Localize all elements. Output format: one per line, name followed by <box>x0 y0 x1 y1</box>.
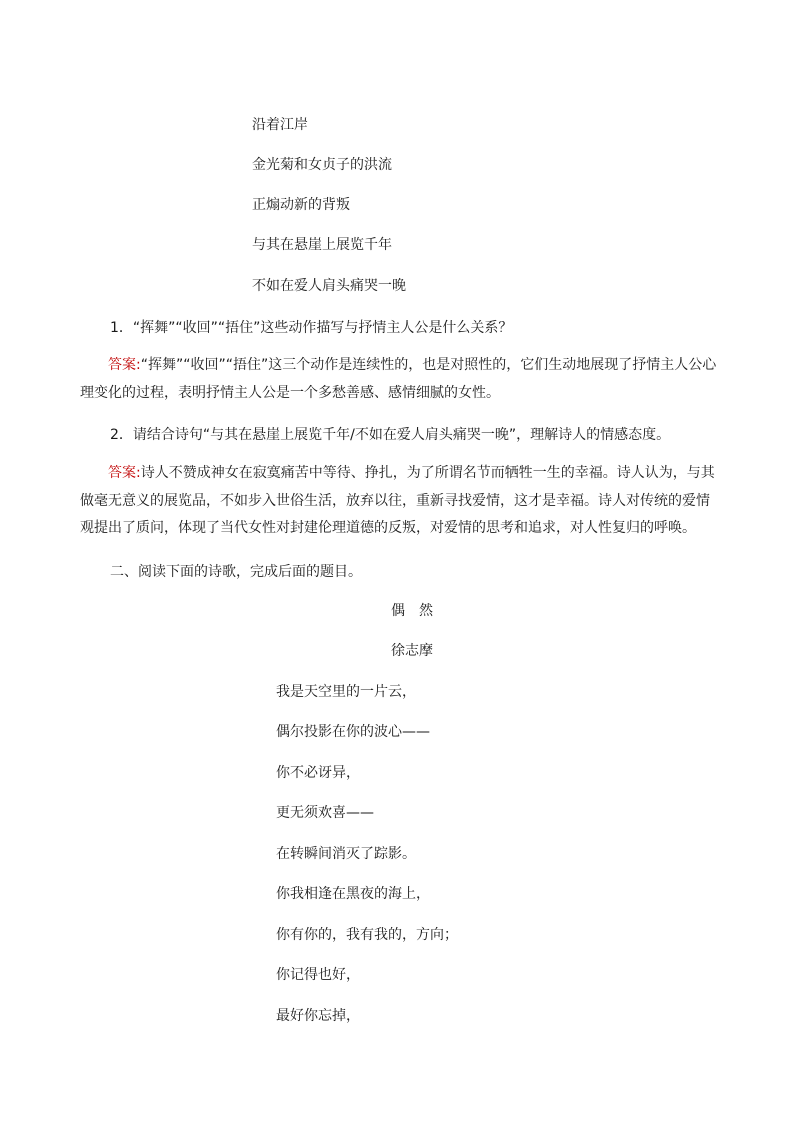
poem2-line: 你不必讶异， <box>276 765 360 781</box>
question-2: 2．请结合诗句“与其在悬崖上展览千年/不如在爱人肩头痛哭一晚”，理解诗人的情感态度。 <box>110 427 671 443</box>
poem1-line: 不如在爱人肩头痛哭一晚 <box>252 278 406 294</box>
poem1-line: 沿着江岸 <box>252 117 308 133</box>
poem2-line: 更无须欢喜—— <box>276 805 374 821</box>
poem2-line: 最好你忘掉， <box>276 1008 360 1024</box>
poem-title: 偶 然 <box>391 603 433 619</box>
poem1-line: 与其在悬崖上展览千年 <box>252 237 392 253</box>
poem2-line: 你有你的，我有我的，方向； <box>276 927 458 943</box>
answer-text: “挥舞”“收回”“捂住”这三个动作是连续性的，也是对照性的，它们生动地展现了抒情主人公心理变化的过程，表明抒情主人公是一个多愁善感、感情细腻的女性。 <box>80 357 717 401</box>
poem2-line: 在转瞬间消灭了踪影。 <box>276 846 416 862</box>
answer-2 <box>80 460 722 543</box>
question-1: 1．“挥舞”“收回”“捂住”这些动作描写与抒情主人公是什么关系？ <box>110 320 513 336</box>
poem2-line: 偶尔投影在你的波心—— <box>276 724 430 740</box>
answer-label: 答案: <box>108 357 141 373</box>
section-heading: 二、阅读下面的诗歌，完成后面的题目。 <box>110 564 362 580</box>
poem-author: 徐志摩 <box>391 643 433 659</box>
answer-label: 答案: <box>108 465 141 481</box>
poem2-line: 你我相逢在黑夜的海上， <box>276 886 430 902</box>
answer-1 <box>80 352 722 407</box>
poem1-line: 金光菊和女贞子的洪流 <box>252 157 392 173</box>
poem2-line: 你记得也好， <box>276 967 360 983</box>
answer-text: 诗人不赞成神女在寂寞痛苦中等待、挣扎，为了所谓名节而牺牲一生的幸福。诗人认为，与其做毫无意义的展览品，不如步入世俗生活，放弃以往，重新寻找爱情，这才是幸福。诗人对传统的爱情观提出了质问，体现了当代女性对封建伦理道德的反叛，对爱情的思考和追求，对人性复归的呼唤。 <box>80 465 715 536</box>
poem2-line: 我是天空里的一片云， <box>276 684 416 700</box>
poem1-line: 正煽动新的背叛 <box>252 197 350 213</box>
